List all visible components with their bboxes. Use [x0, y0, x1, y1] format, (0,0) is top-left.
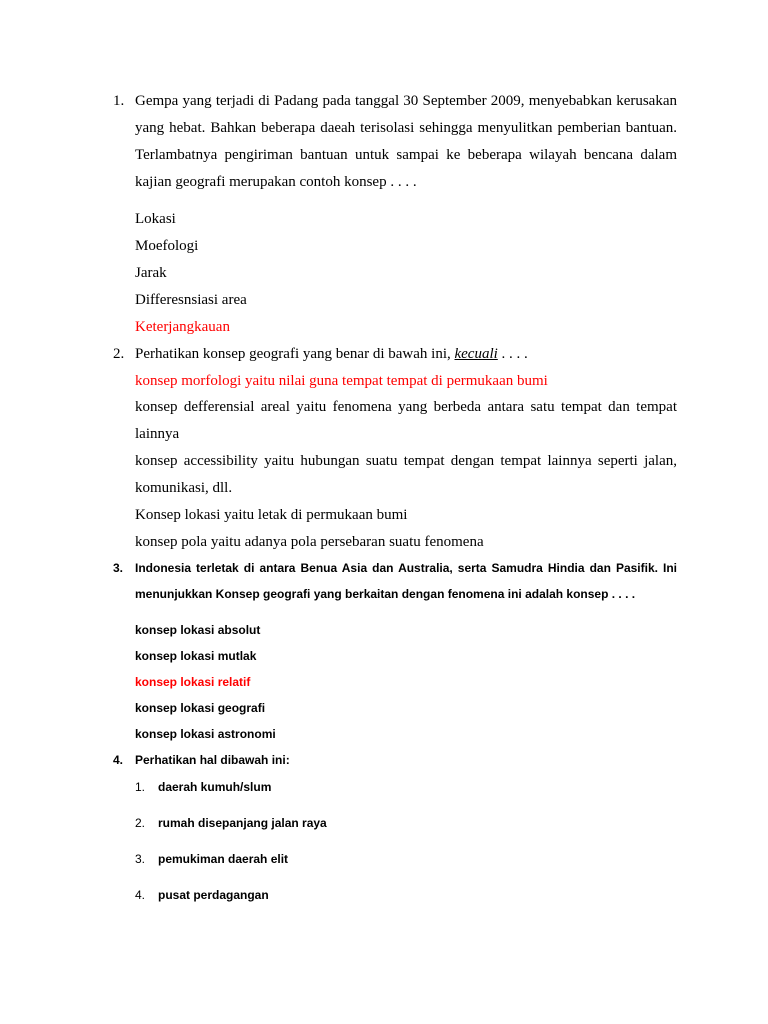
q2-answer-option: konsep morfologi yaitu nilai guna tempat tempat di permukaan bumi	[135, 373, 548, 389]
q3-option: konsep lokasi mutlak	[135, 649, 257, 663]
q2-option-b-line-1: konsep defferensial areal yaitu fenomena yang berbeda antara satu tempat dan tempat	[135, 399, 677, 415]
q4-item-number: 3.	[135, 852, 146, 866]
q2-option-e: konsep pola yaitu adanya pola persebaran suatu fenomena	[135, 534, 484, 550]
q1-stem-line-1: Gempa yang terjadi di Padang pada tanggal 30 September 2009, menyebabkan kerusakan	[135, 93, 677, 109]
q2-stem-emphasis: kecuali	[454, 346, 498, 362]
q4-item-number: 1.	[135, 780, 146, 794]
q3-option: konsep lokasi geografi	[135, 701, 266, 715]
q2-option-c-line-2: komunikasi, dll.	[135, 480, 233, 496]
q4-item-text: daerah kumuh/slum	[158, 780, 272, 794]
q4-item-text: rumah disepanjang jalan raya	[158, 816, 327, 830]
q1-option: Moefologi	[135, 238, 199, 254]
q2-stem	[135, 346, 528, 363]
q1-option: Jarak	[135, 265, 167, 281]
q3-number: 3.	[113, 561, 124, 575]
q4-number: 4.	[113, 753, 124, 767]
q3-answer-option: konsep lokasi relatif	[135, 675, 251, 689]
q4-item-number: 2.	[135, 816, 146, 830]
q1-answer-option: Keterjangkauan	[135, 319, 230, 335]
q4-stem: Perhatikan hal dibawah ini:	[135, 753, 290, 767]
q2-option-c-line-1: konsep accessibility yaitu hubungan suatu tempat dengan tempat lainnya seperti jalan,	[135, 453, 677, 469]
q2-option-d: Konsep lokasi yaitu letak di permukaan bumi	[135, 507, 408, 523]
q1-stem-line-2: yang hebat. Bahkan beberapa daeah terisolasi sehingga menyulitkan pemberian bantuan.	[135, 120, 677, 136]
q4-item-text: pemukiman daerah elit	[158, 852, 289, 866]
q2-stem-text: Perhatikan konsep geografi yang benar di bawah ini,	[135, 346, 455, 362]
q4-item-text: pusat perdagangan	[158, 888, 269, 902]
q1-option: Differesnsiasi area	[135, 292, 247, 308]
q4-item-number: 4.	[135, 888, 146, 902]
q1-number: 1.	[113, 93, 125, 109]
q2-stem-ellipsis: . . . .	[497, 346, 528, 362]
q1-option: Lokasi	[135, 211, 176, 227]
q1-stem-line-3: Terlambatnya pengiriman bantuan untuk sampai ke beberapa wilayah bencana dalam	[135, 147, 677, 163]
q1-stem-line-4: kajian geografi merupakan contoh konsep . . . .	[135, 174, 417, 190]
q3-option: konsep lokasi absolut	[135, 623, 261, 637]
q3-option: konsep lokasi astronomi	[135, 727, 276, 741]
q2-number: 2.	[113, 346, 125, 362]
q2-option-b-line-2: lainnya	[135, 426, 180, 442]
q3-stem-line-2: menunjukkan Konsep geografi yang berkaitan dengan fenomena ini adalah konsep . . . .	[135, 587, 636, 601]
q3-stem-line-1: Indonesia terletak di antara Benua Asia dan Australia, serta Samudra Hindia dan Pasifik. Ini	[135, 561, 677, 575]
